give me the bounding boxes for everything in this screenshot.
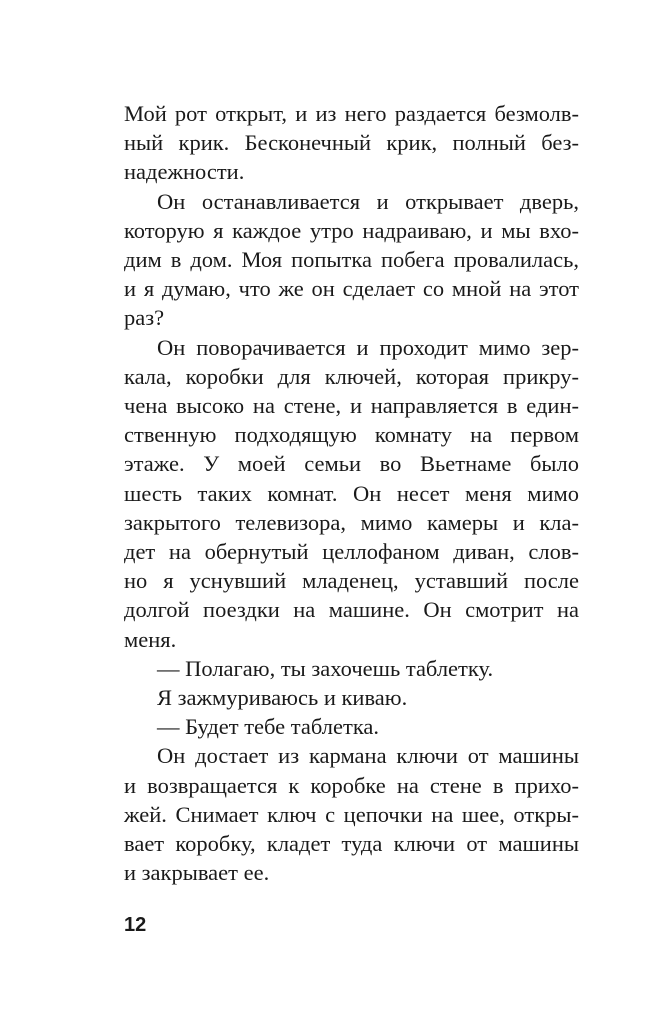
text-line: меня. xyxy=(124,626,177,652)
text-line: этаже. У моей семьи во Вьетнаме было xyxy=(124,451,579,477)
text-line: но я уснувший младенец, уставший после xyxy=(124,568,579,594)
text-line: раз? xyxy=(124,305,165,331)
text-line: ственную подходящую комнату на первом xyxy=(124,422,579,448)
text-line: и я думаю, что же он сделает со мной на этот xyxy=(124,276,579,302)
text-line: закрытого телевизора, мимо камеры и кла- xyxy=(124,509,579,535)
text-line: шесть таких комнат. Он несет меня мимо xyxy=(124,480,579,506)
text-line: Он останавливается и открывает дверь, xyxy=(157,188,579,214)
text-line: долгой поездки на машине. Он смотрит на xyxy=(124,597,579,623)
text-line: Он поворачивается и проходит мимо зер- xyxy=(157,334,579,360)
text-line: дет на обернутый целлофаном диван, слов- xyxy=(124,539,579,565)
dialogue-line: — Полагаю, ты захочешь таблетку. xyxy=(157,655,494,681)
page-body-text xyxy=(124,99,579,887)
text-line: Я зажмуриваюсь и киваю. xyxy=(157,685,408,711)
text-line: кала, коробки для ключей, которая прикру- xyxy=(124,363,579,389)
text-line: дим в дом. Моя попытка побега провалилась, xyxy=(124,247,579,273)
text-line: Мой рот открыт, и из него раздается безмолв- xyxy=(124,101,579,126)
text-line: и возвращается к коробке на стене в прихо- xyxy=(124,772,579,798)
text-line: жей. Снимает ключ с цепочки на шее, откры- xyxy=(124,801,579,827)
text-line: которую я каждое утро надраиваю, и мы вхо- xyxy=(124,217,579,243)
text-line: надежности. xyxy=(124,159,245,185)
dialogue-line: — Будет тебе таблетка. xyxy=(157,714,380,740)
text-line: вает коробку, кладет туда ключи от машины xyxy=(124,831,579,857)
text-line: и закрывает ее. xyxy=(124,860,270,886)
page-number: 12 xyxy=(124,914,147,936)
text-line: чена высоко на стене, и направляется в един- xyxy=(124,393,579,419)
text-line: ный крик. Бесконечный крик, полный без- xyxy=(124,130,579,156)
text-line: Он достает из кармана ключи от машины xyxy=(157,743,579,769)
